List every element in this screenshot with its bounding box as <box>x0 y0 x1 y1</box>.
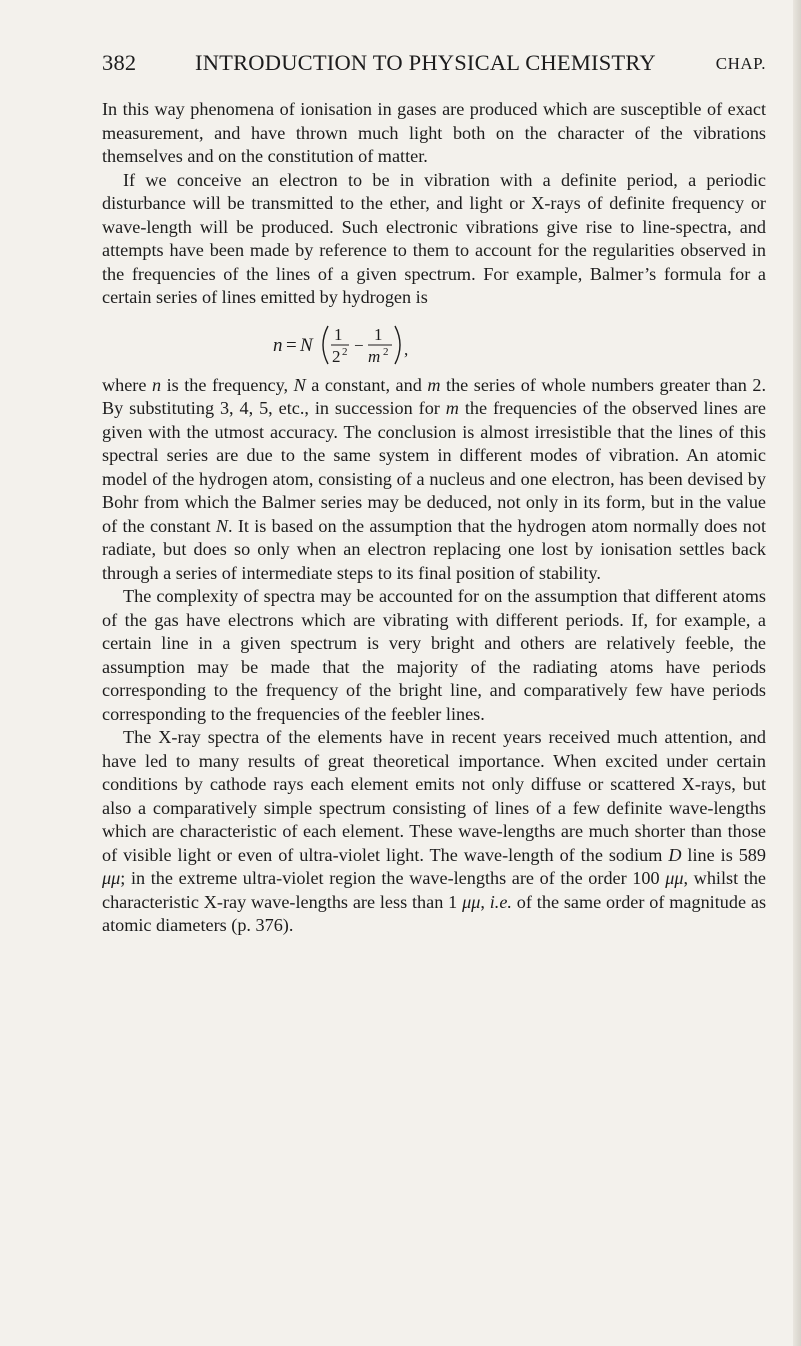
page-body <box>102 98 766 938</box>
formula-right-paren <box>395 326 400 364</box>
book-page <box>102 50 766 938</box>
paragraph-5-text-5: , <box>480 891 490 912</box>
paragraph-5 <box>102 726 766 938</box>
var-m-2: m <box>445 398 459 418</box>
formula-comma: , <box>404 339 409 359</box>
paragraph-5-text-4: , whilst the characteristic X-ray wave-lengths are less than 1 <box>102 868 767 912</box>
var-D: D <box>668 844 682 865</box>
unit-mu-mu-1: μμ <box>102 868 121 888</box>
abbrev-ie: i.e. <box>489 891 512 912</box>
paragraph-3-text-3: a constant, and <box>305 374 428 395</box>
page-edge-shadow <box>793 0 801 1346</box>
formula-exponent-2: 2 <box>383 345 389 358</box>
paragraph-5-text-2: line is 589 <box>681 844 766 865</box>
paragraph-3-text-1: where <box>102 374 152 395</box>
paragraph-3 <box>102 374 766 586</box>
paragraph-3-text-6: . It is based on the assumption that the hydrogen atom normally does not radiate, but does so only when an electron replacing one lost by ionisation settles back through a series of intermediate steps to its final position of stability. <box>102 515 766 583</box>
balmer-formula <box>102 314 766 372</box>
formula-equals: = <box>286 334 297 356</box>
var-N-2: N <box>215 515 228 536</box>
chapter-label: CHAP. <box>715 54 766 73</box>
var-m: m <box>427 374 441 395</box>
paragraph-1: In this way phenomena of ionisation in gases are produced which are susceptible of exact measurement, and have thrown much light both on the character of the vibrations themselves and on the constitution of matter. <box>102 99 766 166</box>
unit-mu-mu-2: μμ <box>665 868 684 888</box>
paragraph-5-text-1: The X-ray spectra of the elements have in recent years received much attention, and have led to many results of great theoretical importance. When excited under certain conditions by cathode rays each element emits not only diffuse or scattered X-rays, but also a comparatively simple spectrum consisting of lines of a few definite wave-lengths which are characteristic of each element. These wave-lengths are much shorter than those of visible light or even of ultra-violet light. The wave-length of the sodium <box>102 727 766 865</box>
formula-denominator-2: m <box>368 346 381 366</box>
formula-left-paren <box>323 326 328 364</box>
unit-mu-mu-3: μμ <box>462 891 481 912</box>
formula-numerator-1: 1 <box>334 324 343 344</box>
paragraph-2: If we conceive an electron to be in vibration with a definite period, a periodic disturbance will be transmitted to the ether, and light or X-rays of definite frequency or wave-length will be produced. Such electronic vibrations give rise to line-spectra, and attempts have been made by reference to them to account for the regularities observed in the frequencies of the lines of a given spectrum. For example, Balmer’s formula for a certain series of lines emitted by hydrogen is <box>102 169 766 307</box>
formula-n: n <box>273 334 283 356</box>
paragraph-4: The complexity of spectra may be accounted for on the assumption that different atoms of the gas have electrons which are vibrating with different periods. If, for example, a certain line in a given spectrum is very bright and others are relatively feeble, the assumption may be made that the majority of the radiating atoms have periods corresponding to the frequency of the bright line, and comparatively few have periods corresponding to the frequencies of the feebler lines. <box>102 586 766 724</box>
page-number: 382 <box>102 50 137 75</box>
formula-minus: − <box>354 335 364 355</box>
balmer-formula-graphic <box>102 314 766 372</box>
formula-denominator-1: 2 <box>332 346 341 366</box>
paragraph-3-text-5: the frequencies of the observed lines are given with the utmost accuracy. The conclusion is almost irresistible that the lines of this spectral series are due to the same system in different modes of vibration. An atomic model of the hydrogen atom, consisting of a nucleus and one electron, has been devised by Bohr from which the Balmer series may be deduced, not only in its form, but in the value of the constant <box>102 398 766 536</box>
paragraph-3-text-2: is the frequency, <box>161 374 294 395</box>
formula-numerator-2: 1 <box>374 324 383 344</box>
formula-exponent-1: 2 <box>342 345 348 358</box>
paragraph-3-text-4: the series of whole numbers greater than 2. By substituting 3, 4, 5, etc., in succession for <box>102 374 766 418</box>
paragraph-5-text-3: ; in the extreme ultra-violet region the wave-lengths are of the order 100 <box>120 868 666 888</box>
var-N: N <box>293 374 306 395</box>
running-header <box>102 50 766 82</box>
formula-N: N <box>300 334 313 356</box>
running-title: INTRODUCTION TO PHYSICAL CHEMISTRY <box>195 50 656 75</box>
var-n: n <box>151 374 162 395</box>
paragraph-5-text-6: of the same order of magnitude as atomic diameters (p. 376). <box>102 891 767 935</box>
